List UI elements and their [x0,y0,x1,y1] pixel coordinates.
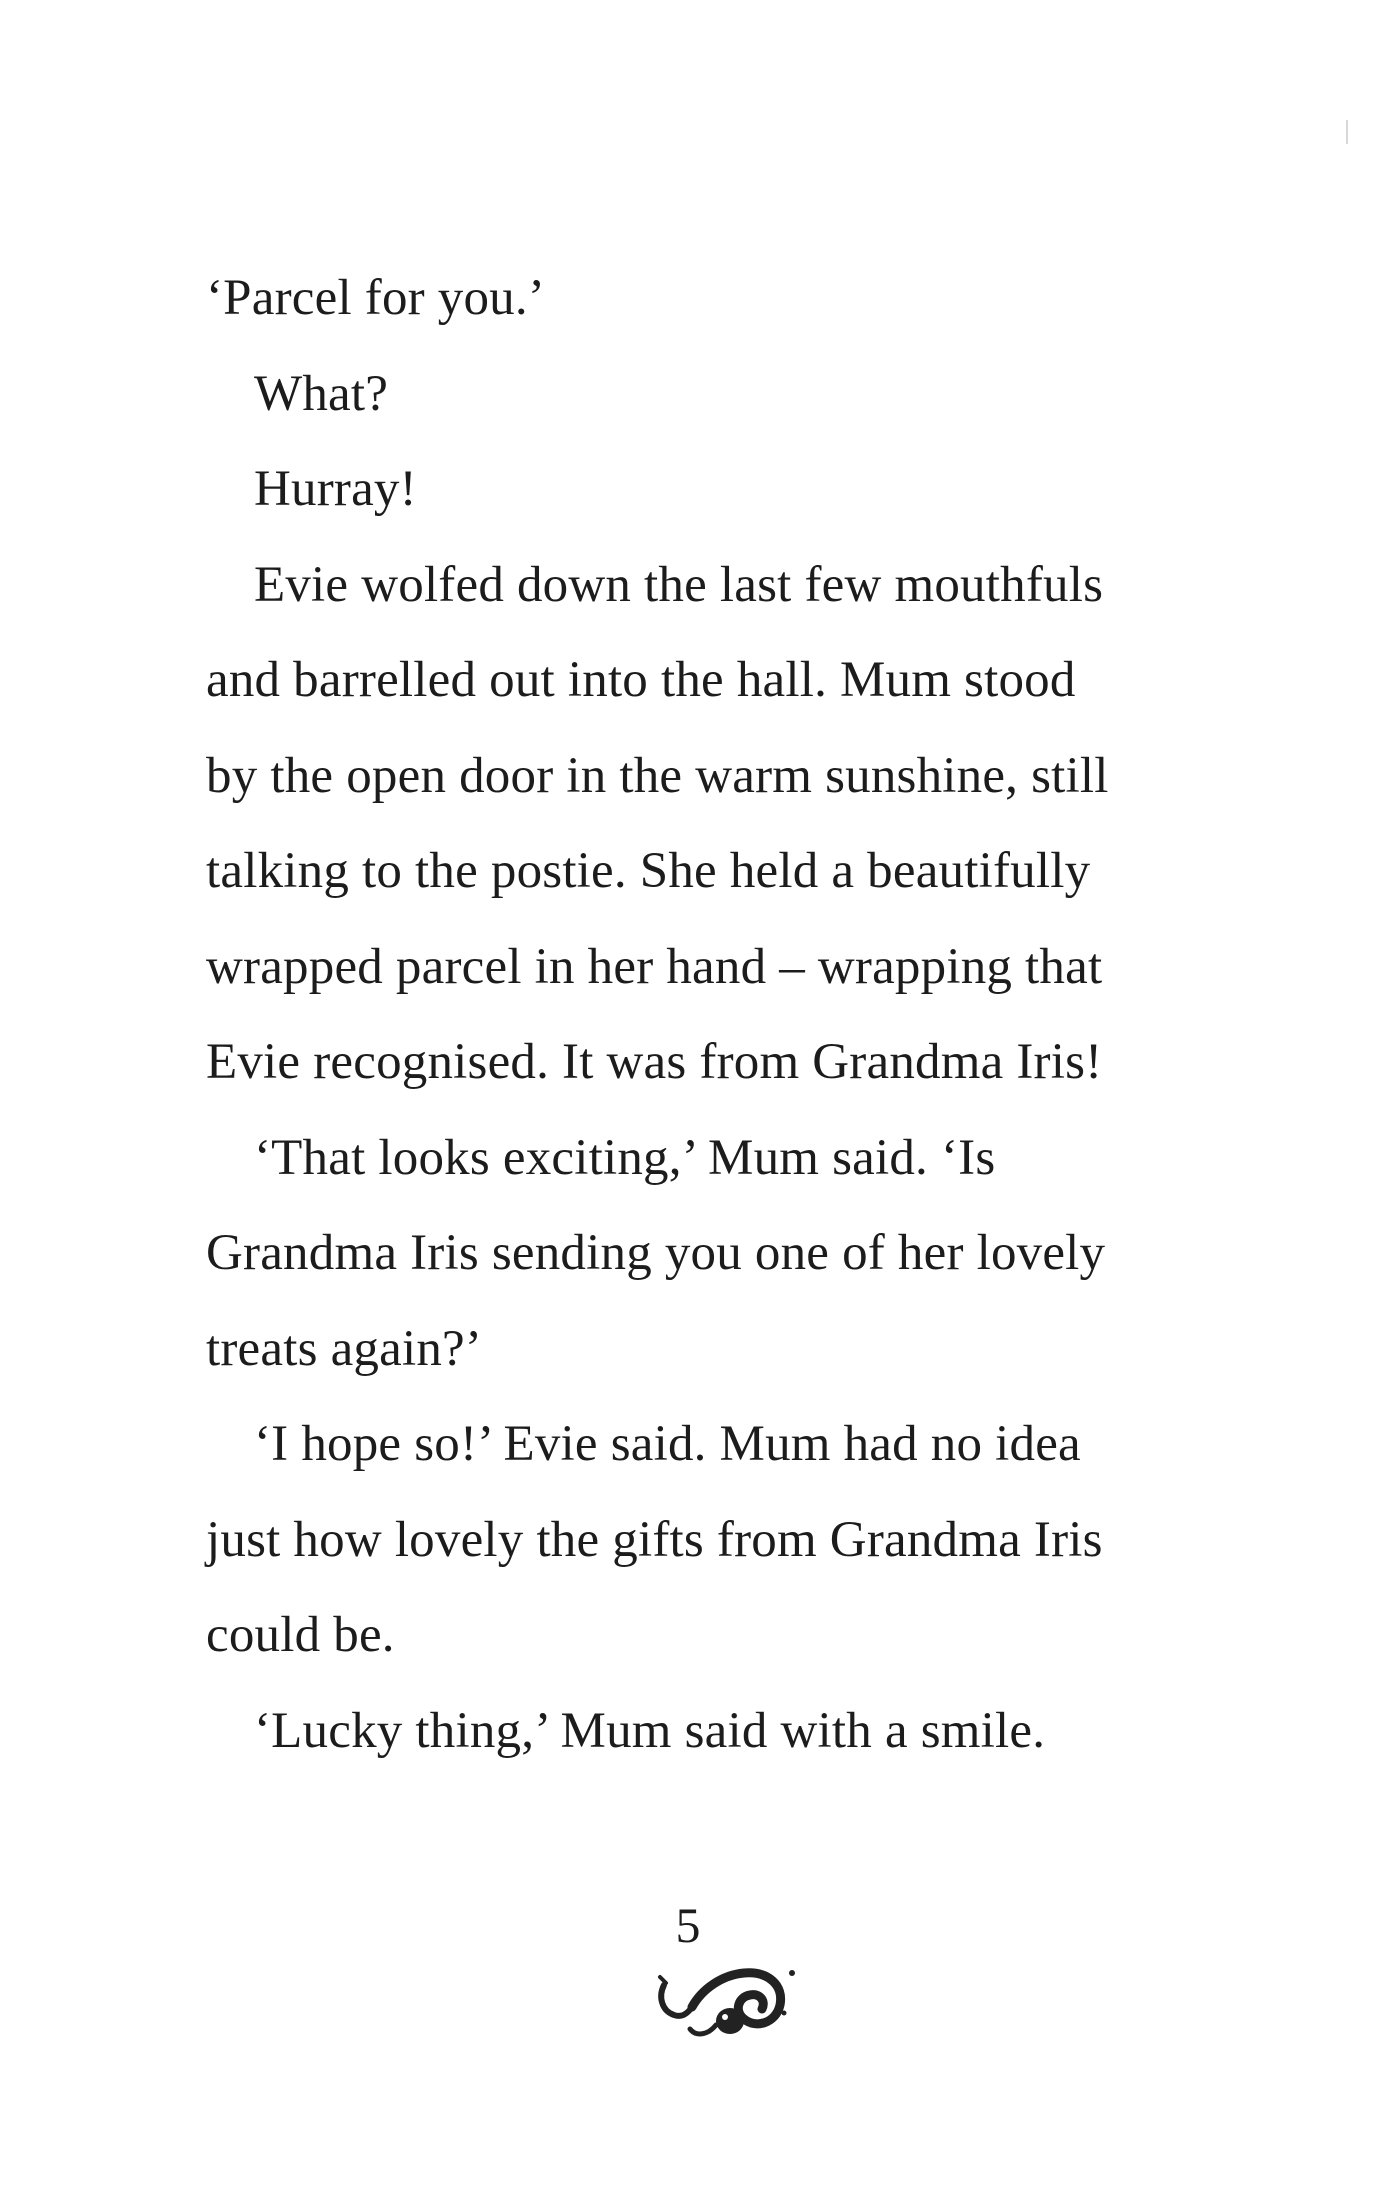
page-number: 5 [675,1897,701,1953]
text-line: wrapped parcel in her hand – wrapping that [206,938,1103,995]
text-line: Hurray! [254,461,417,517]
page-edge-mark [1346,120,1348,144]
text-line: Evie wolfed down the last few mouthfuls [254,556,1104,613]
text-line: Grandma Iris sending you one of her lovely [206,1225,1106,1281]
text-line: treats again?’ [206,1320,483,1377]
text-line: by the open door in the warm sunshine, still [206,747,1109,804]
text-line: ‘Parcel for you.’ [206,270,546,326]
text-line: could be. [206,1607,395,1663]
text-line: and barrelled out into the hall. Mum stood [206,652,1076,708]
text-line: talking to the postie. She held a beautifully [206,843,1091,899]
text-line: What? [254,365,389,422]
text-line: ‘That looks exciting,’ Mum said. ‘Is [254,1129,996,1186]
text-line: Evie recognised. It was from Grandma Iris! [206,1034,1103,1090]
text-line: ‘I hope so!’ Evie said. Mum had no idea [254,1416,1081,1472]
text-line: just how lovely the gifts from Grandma Iris [206,1511,1103,1568]
body-text [206,251,1206,1779]
text-line: ‘Lucky thing,’ Mum said with a smile. [254,1702,1046,1759]
swirl-ornament-icon [652,1955,812,2045]
